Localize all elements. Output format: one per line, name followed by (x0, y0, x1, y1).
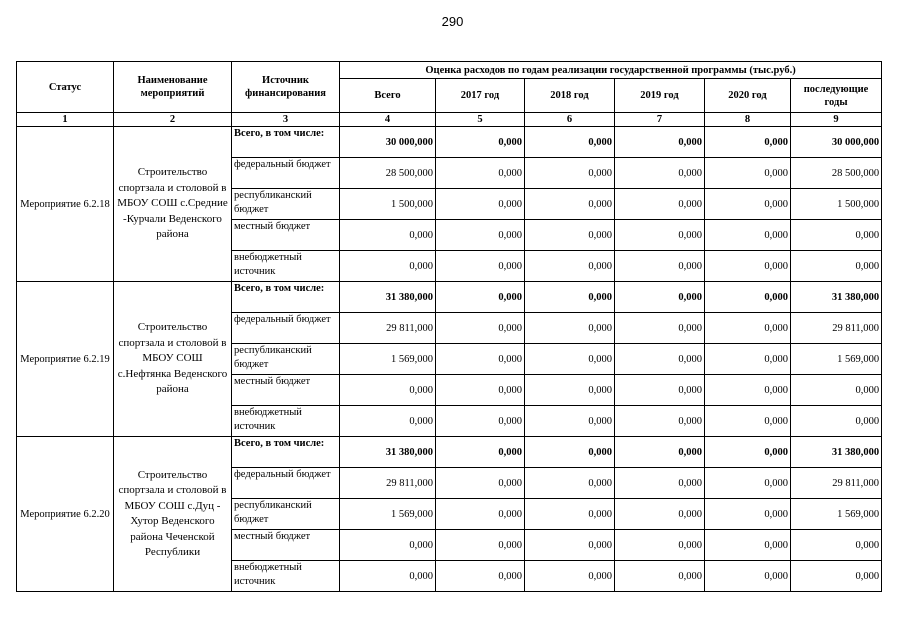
amount-cell: 0,000 (436, 251, 525, 282)
amount-cell: 0,000 (615, 282, 705, 313)
amount-cell: 0,000 (525, 344, 615, 375)
amount-cell: 0,000 (615, 375, 705, 406)
amount-cell: 0,000 (791, 251, 882, 282)
table-row (17, 437, 882, 468)
event-status: Мероприятие 6.2.19 (17, 282, 114, 437)
amount-cell: 0,000 (615, 313, 705, 344)
amount-cell: 1 569,000 (340, 344, 436, 375)
amount-cell: 0,000 (525, 406, 615, 437)
amount-cell: 0,000 (525, 437, 615, 468)
column-number: 6 (525, 113, 615, 127)
funding-source: местный бюджет (232, 375, 340, 406)
amount-cell: 0,000 (525, 220, 615, 251)
amount-cell: 0,000 (340, 220, 436, 251)
amount-cell: 29 811,000 (340, 468, 436, 499)
table-body (17, 127, 882, 592)
funding-source: местный бюджет (232, 530, 340, 561)
amount-cell: 29 811,000 (340, 313, 436, 344)
amount-cell: 0,000 (436, 561, 525, 592)
amount-cell: 0,000 (615, 344, 705, 375)
amount-cell: 0,000 (791, 220, 882, 251)
funding-source: Всего, в том числе: (232, 282, 340, 313)
event-name: Строительство спортзала и столовой в МБОУ СОШ с.Нефтянка Веденского района (114, 282, 232, 437)
amount-cell: 0,000 (791, 406, 882, 437)
amount-cell: 0,000 (615, 499, 705, 530)
amount-cell: 0,000 (705, 251, 791, 282)
header-total: Всего (340, 79, 436, 113)
amount-cell: 0,000 (615, 437, 705, 468)
amount-cell: 0,000 (340, 406, 436, 437)
amount-cell: 0,000 (705, 468, 791, 499)
amount-cell: 0,000 (705, 158, 791, 189)
column-number: 9 (791, 113, 882, 127)
amount-cell: 0,000 (525, 313, 615, 344)
amount-cell: 0,000 (791, 375, 882, 406)
amount-cell: 1 569,000 (791, 344, 882, 375)
column-number: 7 (615, 113, 705, 127)
funding-source: внебюджетный источник (232, 561, 340, 592)
amount-cell: 1 500,000 (340, 189, 436, 220)
amount-cell: 0,000 (340, 375, 436, 406)
amount-cell: 28 500,000 (791, 158, 882, 189)
amount-cell: 0,000 (705, 406, 791, 437)
event-name: Строительство спортзала и столовой в МБОУ СОШ с.Средние -Курчали Веденского района (114, 127, 232, 282)
amount-cell: 31 380,000 (791, 437, 882, 468)
table-header (17, 62, 882, 127)
amount-cell: 0,000 (525, 561, 615, 592)
amount-cell: 0,000 (615, 189, 705, 220)
column-number: 1 (17, 113, 114, 127)
amount-cell: 0,000 (436, 344, 525, 375)
funding-source: федеральный бюджет (232, 313, 340, 344)
funding-source: федеральный бюджет (232, 158, 340, 189)
amount-cell: 0,000 (705, 499, 791, 530)
column-number: 8 (705, 113, 791, 127)
amount-cell: 0,000 (615, 561, 705, 592)
amount-cell: 0,000 (615, 220, 705, 251)
table-row (17, 127, 882, 158)
amount-cell: 0,000 (705, 437, 791, 468)
amount-cell: 0,000 (340, 561, 436, 592)
amount-cell: 0,000 (615, 158, 705, 189)
budget-table (16, 61, 882, 592)
header-estimate: Оценка расходов по годам реализации государственной программы (тыс.руб.) (340, 62, 882, 79)
header-status: Статус (17, 62, 114, 113)
amount-cell: 0,000 (436, 499, 525, 530)
amount-cell: 31 380,000 (340, 437, 436, 468)
amount-cell: 0,000 (436, 282, 525, 313)
amount-cell: 0,000 (525, 158, 615, 189)
amount-cell: 0,000 (525, 499, 615, 530)
funding-source: Всего, в том числе: (232, 437, 340, 468)
amount-cell: 0,000 (436, 375, 525, 406)
header-2020: 2020 год (705, 79, 791, 113)
event-name: Строительство спортзала и столовой в МБОУ СОШ с.Дуц - Хутор Веденского района Чеченской Республики (114, 437, 232, 592)
amount-cell: 31 380,000 (340, 282, 436, 313)
amount-cell: 0,000 (791, 530, 882, 561)
amount-cell: 1 569,000 (340, 499, 436, 530)
amount-cell: 0,000 (705, 561, 791, 592)
header-later-years: последующие годы (791, 79, 882, 113)
header-funding-source: Источник финансирования (232, 62, 340, 113)
amount-cell: 0,000 (525, 189, 615, 220)
amount-cell: 0,000 (436, 406, 525, 437)
table-row (17, 282, 882, 313)
amount-cell: 0,000 (436, 313, 525, 344)
amount-cell: 0,000 (436, 189, 525, 220)
amount-cell: 28 500,000 (340, 158, 436, 189)
amount-cell: 0,000 (705, 344, 791, 375)
event-status: Мероприятие 6.2.20 (17, 437, 114, 592)
column-number: 4 (340, 113, 436, 127)
header-event-name: Наименование мероприятий (114, 62, 232, 113)
amount-cell: 0,000 (615, 251, 705, 282)
funding-source: местный бюджет (232, 220, 340, 251)
amount-cell: 0,000 (705, 127, 791, 158)
amount-cell: 0,000 (436, 437, 525, 468)
amount-cell: 0,000 (705, 375, 791, 406)
amount-cell: 0,000 (525, 282, 615, 313)
amount-cell: 0,000 (705, 189, 791, 220)
funding-source: внебюджетный источник (232, 406, 340, 437)
amount-cell: 0,000 (340, 251, 436, 282)
amount-cell: 0,000 (340, 530, 436, 561)
amount-cell: 0,000 (525, 127, 615, 158)
amount-cell: 0,000 (436, 220, 525, 251)
amount-cell: 0,000 (705, 313, 791, 344)
amount-cell: 1 569,000 (791, 499, 882, 530)
amount-cell: 0,000 (436, 530, 525, 561)
amount-cell: 0,000 (615, 127, 705, 158)
amount-cell: 0,000 (615, 406, 705, 437)
amount-cell: 30 000,000 (340, 127, 436, 158)
funding-source: внебюджетный источник (232, 251, 340, 282)
funding-source: федеральный бюджет (232, 468, 340, 499)
header-2018: 2018 год (525, 79, 615, 113)
amount-cell: 1 500,000 (791, 189, 882, 220)
column-number: 5 (436, 113, 525, 127)
amount-cell: 0,000 (525, 251, 615, 282)
column-number: 2 (114, 113, 232, 127)
amount-cell: 0,000 (436, 127, 525, 158)
page-number: 290 (441, 14, 464, 29)
amount-cell: 30 000,000 (791, 127, 882, 158)
amount-cell: 29 811,000 (791, 468, 882, 499)
amount-cell: 0,000 (436, 468, 525, 499)
amount-cell: 31 380,000 (791, 282, 882, 313)
amount-cell: 0,000 (705, 282, 791, 313)
funding-source: республиканский бюджет (232, 189, 340, 220)
header-2019: 2019 год (615, 79, 705, 113)
event-status: Мероприятие 6.2.18 (17, 127, 114, 282)
amount-cell: 0,000 (791, 561, 882, 592)
amount-cell: 0,000 (705, 530, 791, 561)
amount-cell: 0,000 (436, 158, 525, 189)
funding-source: республиканский бюджет (232, 344, 340, 375)
amount-cell: 0,000 (615, 530, 705, 561)
column-number-row (17, 113, 882, 127)
amount-cell: 0,000 (525, 530, 615, 561)
amount-cell: 0,000 (615, 468, 705, 499)
funding-source: республиканский бюджет (232, 499, 340, 530)
column-number: 3 (232, 113, 340, 127)
amount-cell: 0,000 (705, 220, 791, 251)
amount-cell: 0,000 (525, 375, 615, 406)
amount-cell: 0,000 (525, 468, 615, 499)
amount-cell: 29 811,000 (791, 313, 882, 344)
funding-source: Всего, в том числе: (232, 127, 340, 158)
header-2017: 2017 год (436, 79, 525, 113)
